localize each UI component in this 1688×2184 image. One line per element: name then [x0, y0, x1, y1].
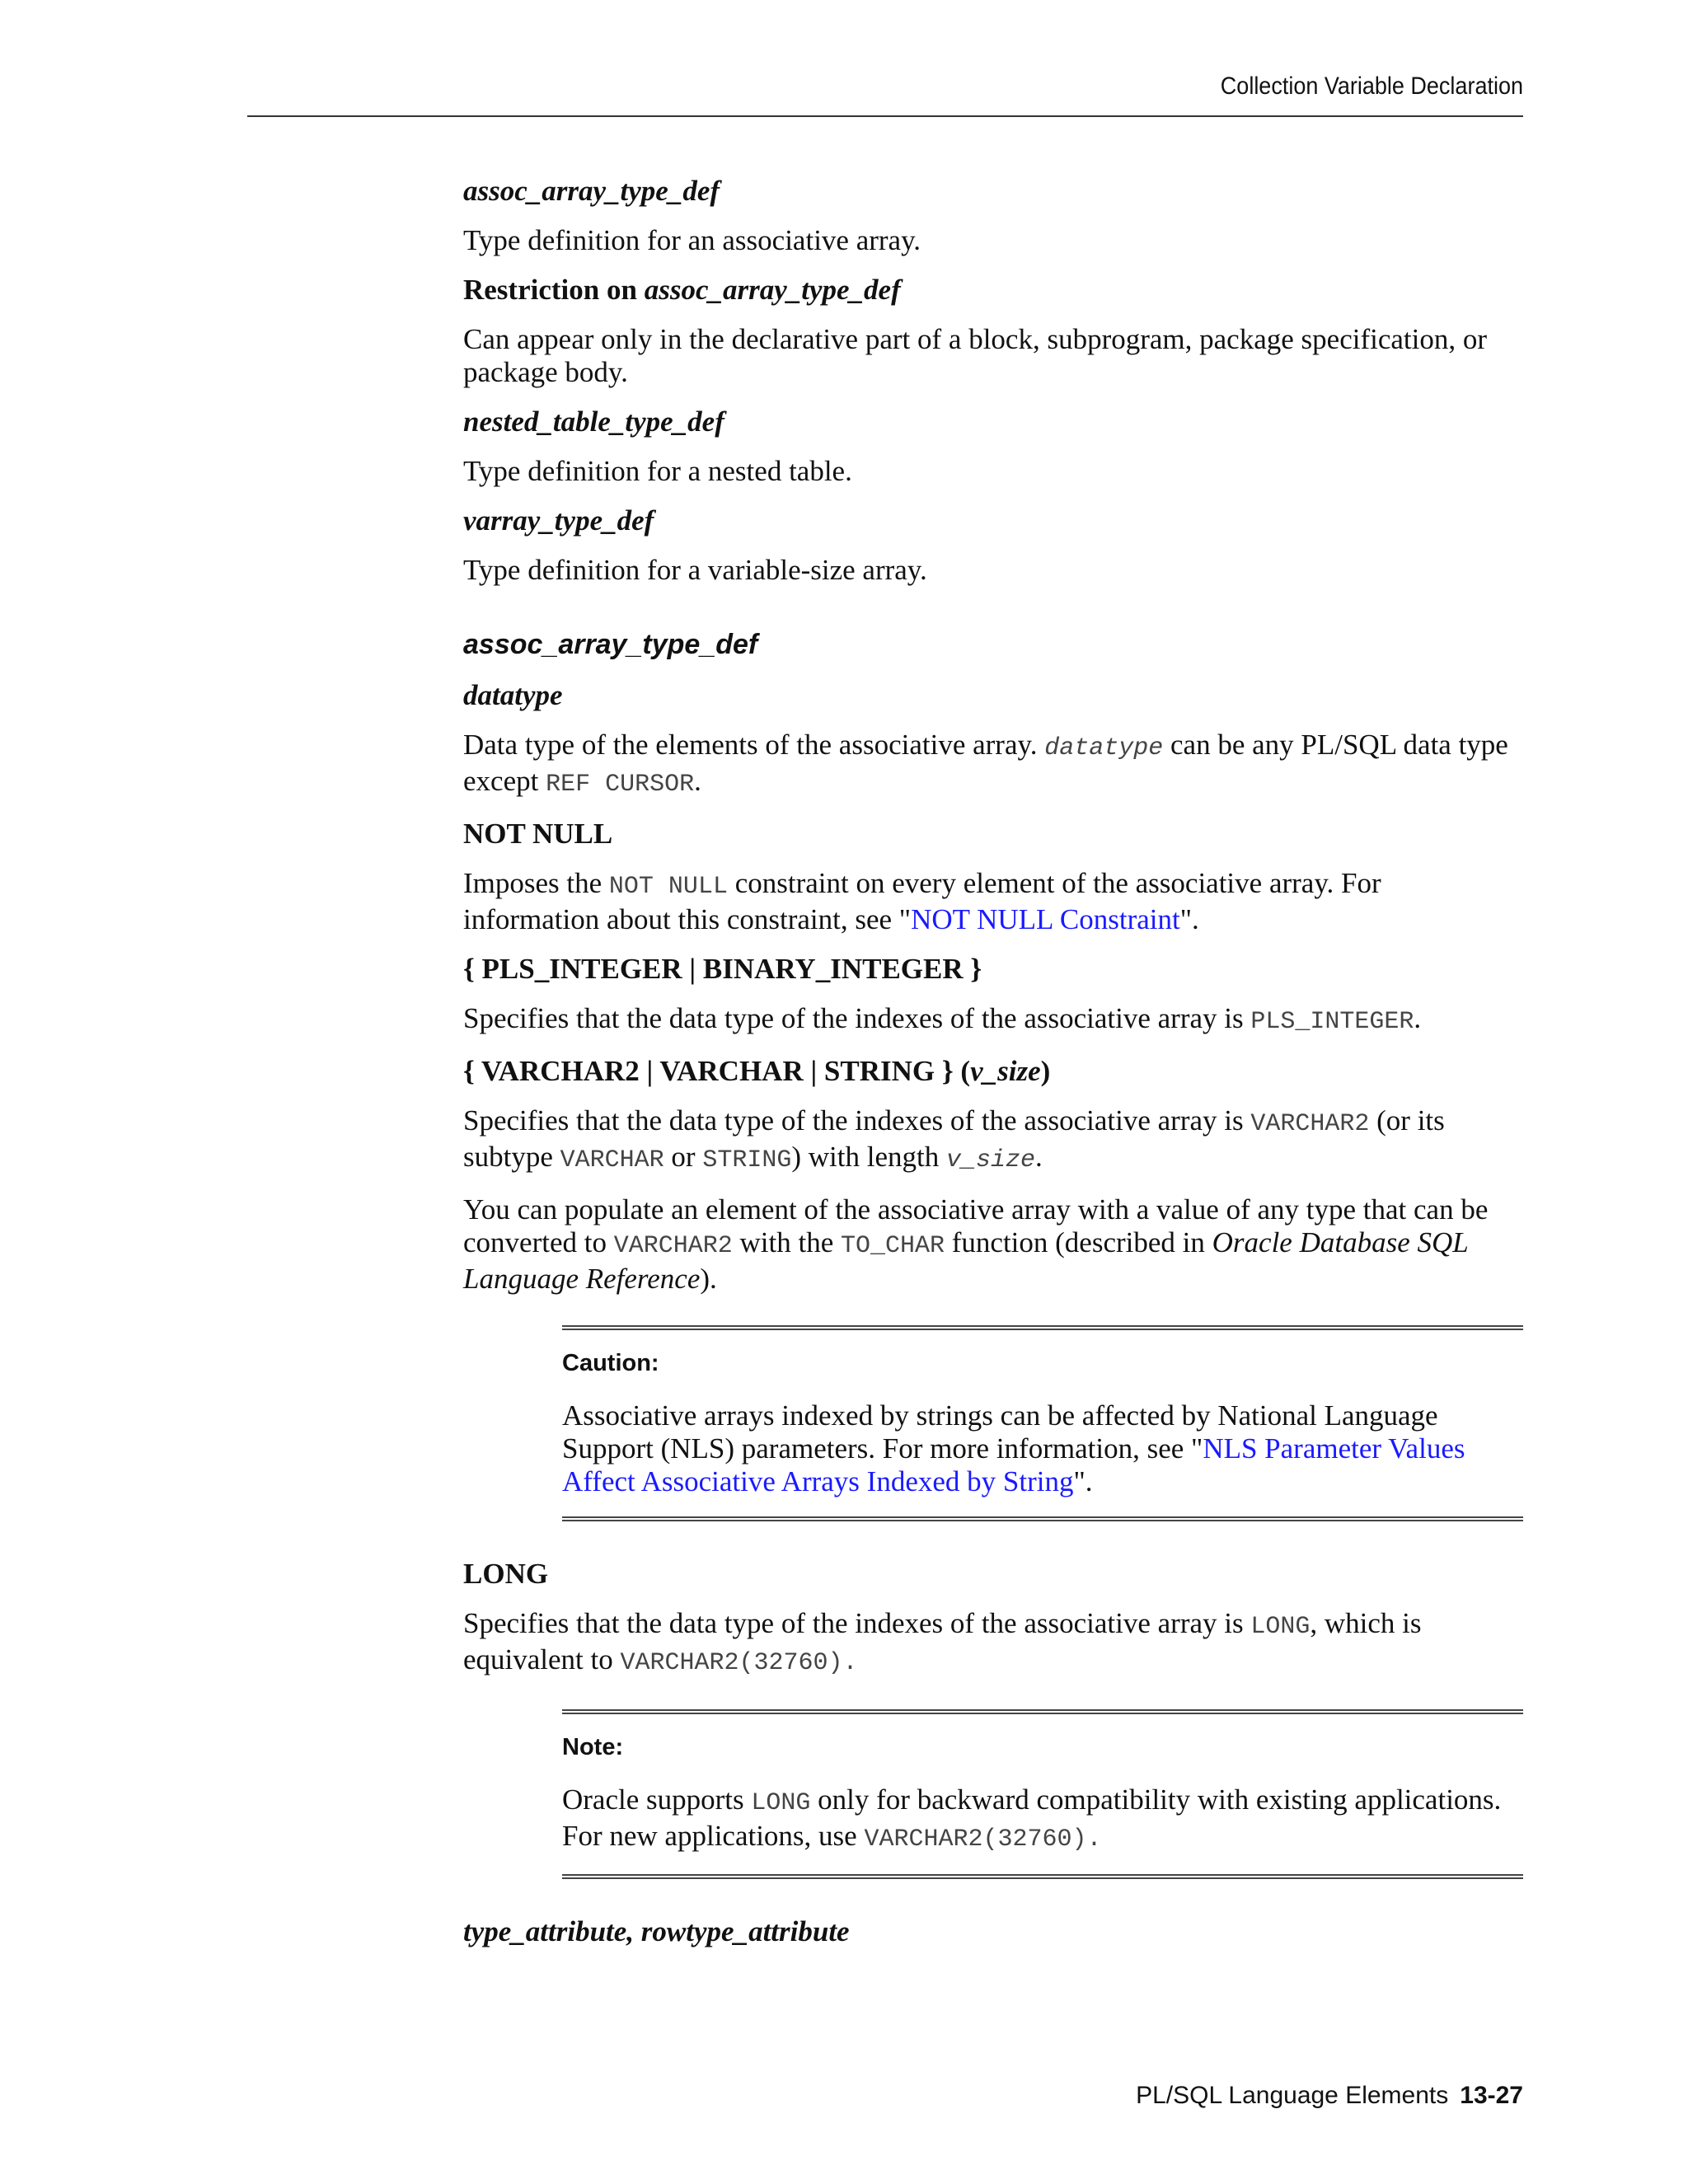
code-to-char: TO_CHAR — [840, 1232, 945, 1260]
code-ref-cursor: REF CURSOR — [546, 771, 695, 799]
desc-varray-type-def: Type definition for a variable-size array. — [463, 554, 927, 586]
text: Imposes the — [463, 867, 609, 899]
text: . — [694, 765, 701, 797]
desc-pls-integer — [463, 1002, 1523, 1038]
link-nls-parameter-values[interactable]: NLS Parameter Values Affect Associative Arrays Indexed by String — [562, 1432, 1465, 1497]
term-not-null: NOT NULL — [463, 818, 613, 850]
code-v-size: v_size — [945, 1146, 1036, 1174]
caution-box — [562, 1325, 1523, 1521]
note-body — [562, 1783, 1523, 1856]
term-varchar2 — [463, 1055, 1523, 1088]
text: function (described in — [945, 1226, 1212, 1258]
text: can be any PL/SQL data type except — [463, 729, 1508, 797]
code-string: STRING — [702, 1146, 792, 1174]
text: Specifies that the data type of the indexes of the associative array is — [463, 1607, 1251, 1639]
term-nested-table-type-def: nested_table_type_def — [463, 405, 724, 438]
desc-nested-table-type-def: Type definition for a nested table. — [463, 455, 852, 487]
code-varchar2: VARCHAR2 — [1250, 1110, 1370, 1138]
text: ". — [1179, 903, 1199, 935]
section-heading-assoc-array: assoc_array_type_def — [463, 629, 758, 660]
term-varray-type-def: varray_type_def — [463, 504, 654, 537]
text: with the — [732, 1226, 841, 1258]
code-pls-integer: PLS_INTEGER — [1250, 1008, 1414, 1036]
term-pls-integer: { PLS_INTEGER | BINARY_INTEGER } — [463, 953, 982, 985]
text: , which is equivalent to — [463, 1607, 1422, 1675]
header-rule — [247, 115, 1523, 117]
desc-varchar2 — [463, 1104, 1523, 1177]
note-label: Note: — [562, 1734, 624, 1760]
page-footer — [1136, 2082, 1523, 2110]
desc-varchar2-populate — [463, 1193, 1523, 1296]
text: You can populate an element of the associative array with a value of any type that can be converted to — [463, 1193, 1489, 1258]
code-datatype: datatype — [1044, 734, 1164, 762]
text: . — [1414, 1002, 1422, 1034]
term-datatype: datatype — [463, 679, 563, 711]
term-long: LONG — [463, 1558, 549, 1590]
text: only for backward compatibility with existing applications. For new applications, use — [562, 1783, 1502, 1852]
code-varchar: VARCHAR — [560, 1146, 664, 1174]
running-header: Collection Variable Declaration — [1220, 73, 1523, 100]
desc-not-null — [463, 867, 1523, 936]
text: { VARCHAR2 | VARCHAR | STRING } ( — [463, 1055, 971, 1087]
text: . — [1035, 1141, 1043, 1173]
term-assoc-array-type-def: assoc_array_type_def — [463, 175, 720, 207]
code-long: LONG — [751, 1789, 811, 1817]
text: or — [663, 1141, 703, 1173]
desc-datatype — [463, 729, 1523, 801]
term-v-size: v_size — [970, 1055, 1041, 1087]
restriction-desc: Can appear only in the declarative part of a block, subprogram, package specification, or package body. — [463, 323, 1488, 388]
desc-long — [463, 1607, 1523, 1680]
code-long: LONG — [1250, 1613, 1311, 1641]
caution-body — [562, 1399, 1523, 1498]
code-not-null: NOT NULL — [608, 873, 728, 901]
note-box — [562, 1709, 1523, 1879]
footer-section: PL/SQL Language Elements — [1136, 2082, 1449, 2109]
restriction-prefix: Restriction on — [463, 274, 645, 306]
page-content — [463, 175, 1523, 1965]
code-varchar2: VARCHAR2 — [613, 1232, 733, 1260]
text: ) with length — [791, 1141, 946, 1173]
page-number: 13-27 — [1460, 2082, 1523, 2109]
restriction-term: assoc_array_type_def — [644, 274, 901, 306]
text: Oracle supports — [562, 1783, 752, 1816]
text: Associative arrays indexed by strings can be affected by National Language Support (NLS) parameters. For more information, see " — [562, 1399, 1438, 1465]
desc-assoc-array-type-def: Type definition for an associative array. — [463, 224, 921, 256]
text: Data type of the elements of the associative array. — [463, 729, 1045, 761]
term-type-attribute: type_attribute, rowtype_attribute — [463, 1915, 850, 1947]
text: ) — [1040, 1055, 1051, 1087]
text: (or its subtype — [463, 1104, 1445, 1173]
code-varchar2-32760: VARCHAR2(32760). — [620, 1649, 858, 1677]
restriction-heading — [463, 274, 1523, 307]
text: constraint on every element of the associative array. For information about this constraint, see " — [463, 867, 1381, 935]
text: ). — [700, 1263, 717, 1295]
text: Specifies that the data type of the indexes of the associative array is — [463, 1002, 1251, 1034]
text: ". — [1073, 1465, 1093, 1497]
caution-label: Caution: — [562, 1350, 659, 1376]
link-not-null-constraint[interactable]: NOT NULL Constraint — [911, 903, 1180, 935]
text: Specifies that the data type of the indexes of the associative array is — [463, 1104, 1251, 1137]
book-title: Oracle Database SQL Language Reference — [463, 1226, 1469, 1295]
code-varchar2-32760: VARCHAR2(32760). — [864, 1825, 1102, 1854]
